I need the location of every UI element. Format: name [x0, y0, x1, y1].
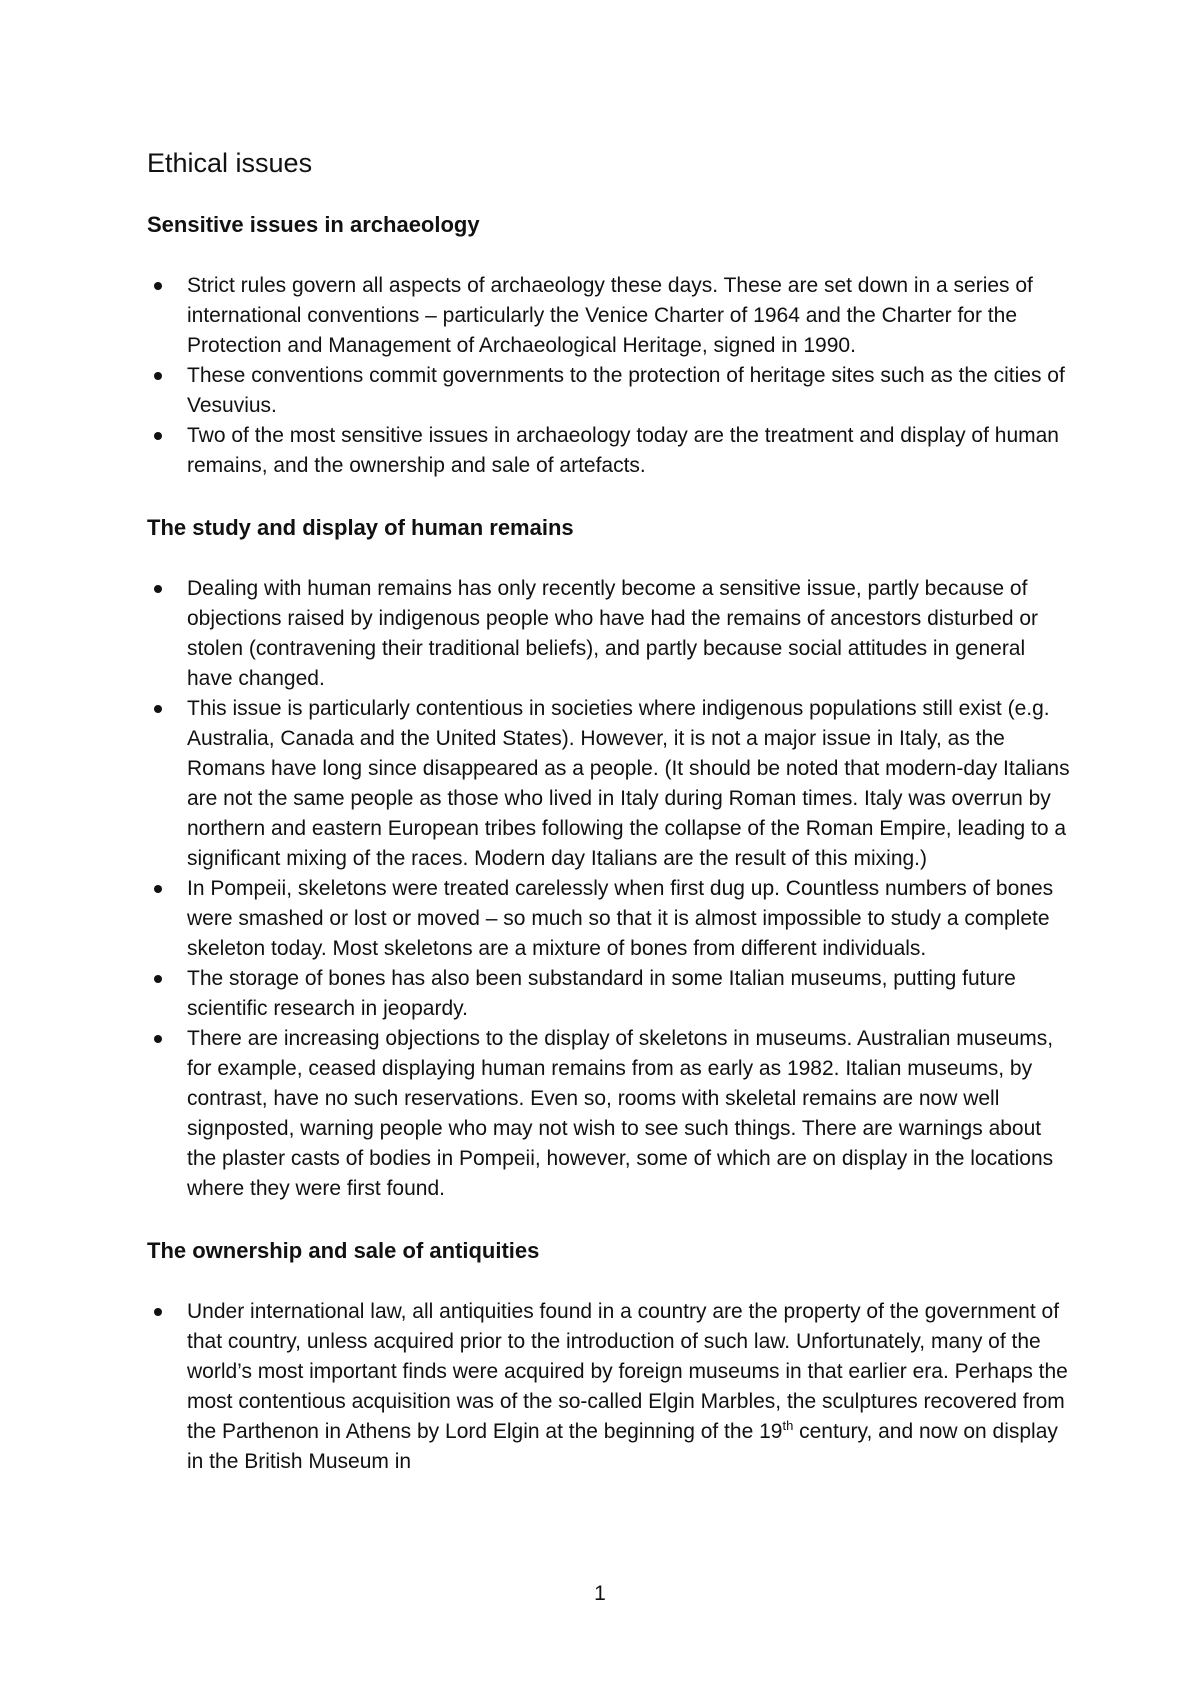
list-item — [147, 964, 1072, 1024]
section-human-remains — [147, 514, 1072, 1204]
section-heading: Sensitive issues in archaeology — [147, 212, 480, 237]
bullet-list — [147, 271, 1072, 481]
bullet-icon — [154, 372, 162, 380]
bullet-text-tail: century, and now on display in the British Museum in — [187, 1420, 1058, 1473]
section-heading: The study and display of human remains — [147, 515, 574, 540]
document-title: Ethical issues — [147, 148, 313, 178]
ordinal-suffix: th — [782, 1418, 794, 1433]
section-antiquities — [147, 1237, 1072, 1477]
list-item — [147, 1024, 1072, 1204]
bullet-text: In Pompeii, skeletons were treated carelessly when first dug up. Countless numbers of bones were smashed or lost or moved – so much so that it is almost impossible to study a complete skeleton today. Most skeletons are a mixture of bones from different individuals. — [187, 877, 1054, 960]
bullet-text: Strict rules govern all aspects of archaeology these days. These are set down in a series of international conventions – particularly the Venice Charter of 1964 and the Charter for the Protection and Management of Archaeological Heritage, signed in 1990. — [187, 274, 1033, 357]
bullet-icon — [154, 705, 162, 713]
bullet-text: The storage of bones has also been substandard in some Italian museums, putting future scientific research in jeopardy. — [187, 967, 1016, 1020]
list-item — [147, 574, 1072, 694]
page-number: 1 — [594, 1582, 606, 1605]
list-item — [147, 694, 1072, 874]
bullet-text: Dealing with human remains has only recently become a sensitive issue, partly because of objections raised by indigenous people who have had the remains of ancestors disturbed or stolen (contravening their traditional beliefs), and partly because social attitudes in general have changed. — [187, 577, 1039, 690]
bullet-text — [187, 1300, 1068, 1473]
list-item — [147, 271, 1072, 361]
bullet-icon — [154, 1308, 162, 1316]
bullet-icon — [154, 1035, 162, 1043]
bullet-icon — [154, 585, 162, 593]
bullet-text: Two of the most sensitive issues in archaeology today are the treatment and display of human remains, and the ownership and sale of artefacts. — [187, 424, 1059, 477]
bullet-icon — [154, 282, 162, 290]
bullet-text: This issue is particularly contentious in societies where indigenous populations still exist (e.g. Australia, Canada and the United States). However, it is not a major issue in Italy, as the Romans have long since disappeared as a people. (It should be noted that modern-day Italians are not the same people as those who lived in Italy during Roman times. Italy was overrun by northern and eastern European tribes following the collapse of the Roman Empire, leading to a significant mixing of the races. Modern day Italians are the result of this mixing.) — [187, 697, 1070, 870]
list-item — [147, 421, 1072, 481]
bullet-text-main: Under international law, all antiquities found in a country are the property of the government of that country, unless acquired prior to the introduction of such law. Unfortunately, many of the world’s most important finds were acquired by foreign museums in that earlier era. Perhaps the most contentious acquisition was of the so-called Elgin Marbles, the sculptures recovered from the Parthenon in Athens by Lord Elgin at the beginning of the 19 — [187, 1300, 1068, 1443]
bullet-list — [147, 574, 1072, 1204]
bullet-list — [147, 1297, 1072, 1477]
list-item — [147, 874, 1072, 964]
document-content — [147, 146, 1072, 1510]
section-heading: The ownership and sale of antiquities — [147, 1238, 540, 1263]
bullet-icon — [154, 432, 162, 440]
bullet-text: These conventions commit governments to the protection of heritage sites such as the cities of Vesuvius. — [187, 364, 1065, 417]
bullet-icon — [154, 975, 162, 983]
section-sensitive-issues — [147, 211, 1072, 481]
list-item — [147, 1297, 1072, 1477]
list-item — [147, 361, 1072, 421]
bullet-text: There are increasing objections to the display of skeletons in museums. Australian museums, for example, ceased displaying human remains from as early as 1982. Italian museums, by contrast, have no such reservations. Even so, rooms with skeletal remains are now well signposted, warning people who may not wish to see such things. There are warnings about the plaster casts of bodies in Pompeii, however, some of which are on display in the locations where they were first found. — [187, 1027, 1054, 1200]
bullet-icon — [154, 885, 162, 893]
